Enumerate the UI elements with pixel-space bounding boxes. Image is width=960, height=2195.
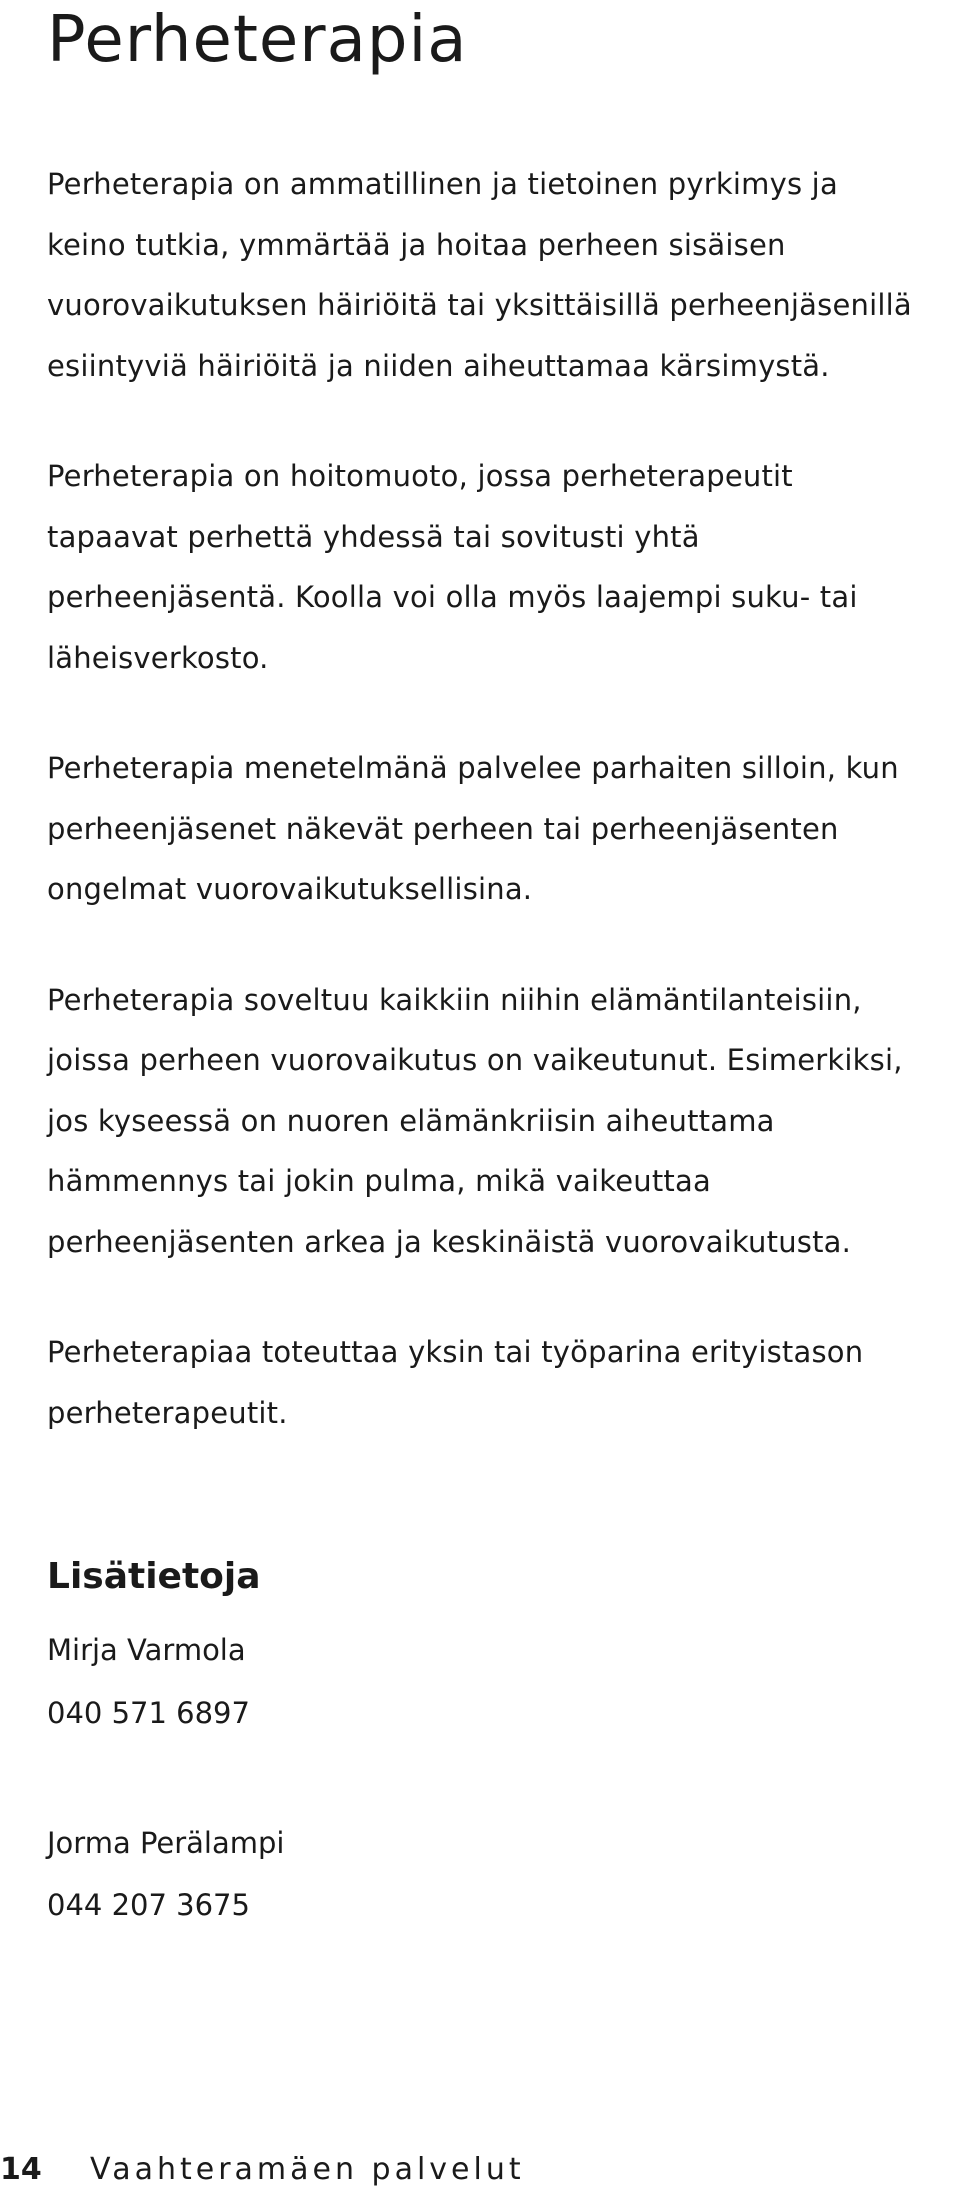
paragraph-treatment-form: Perheterapia on hoitomuoto, jossa perheterapeutit tapaavat perhettä yhdessä tai sovitusti yhtä perheenjäsentä. Koolla voi olla myös laajempi suku- tai läheisverkosto. — [47, 459, 858, 675]
paragraph-definition: Perheterapia on ammatillinen ja tietoinen pyrkimys ja keino tutkia, ymmärtää ja hoitaa perheen sisäisen vuorovaikutuksen häiriöitä tai yksittäisillä perheenjäsenillä esiintyviä häiriöitä ja niiden aiheuttamaa kärsimystä. — [47, 167, 912, 383]
page-number: 14 — [0, 2152, 42, 2187]
contact-phone: 044 207 3675 — [47, 1888, 250, 1922]
contact-name: Jorma Perälampi — [47, 1826, 285, 1860]
paragraph-suitability: Perheterapia soveltuu kaikkiin niihin elämäntilanteisiin, joissa perheen vuorovaikutus on vaikeutunut. Esimerkiksi, jos kyseessä on nuoren elämänkriisin aiheuttama hämmennys tai jokin pulma, mikä vaikeuttaa perheenjäsenten arkea ja keskinäistä vuorovaikutusta. — [47, 982, 903, 1259]
paragraph-therapists: Perheterapiaa toteuttaa yksin tai työparina erityistason perheterapeutit. — [47, 1335, 864, 1430]
more-info-heading: Lisätietoja — [47, 1556, 261, 1597]
page-title: Perheterapia — [47, 3, 468, 77]
publication-title: Vaahteramäen palvelut — [90, 2152, 525, 2187]
paragraph-method: Perheterapia menetelmänä palvelee parhaiten silloin, kun perheenjäsenet näkevät perheen tai perheenjäsenten ongelmat vuorovaikutuksellisina. — [47, 751, 899, 906]
contact-name: Mirja Varmola — [47, 1633, 246, 1667]
page-footer — [0, 2150, 960, 2190]
contact-phone: 040 571 6897 — [47, 1696, 250, 1730]
body-text — [47, 154, 917, 1493]
